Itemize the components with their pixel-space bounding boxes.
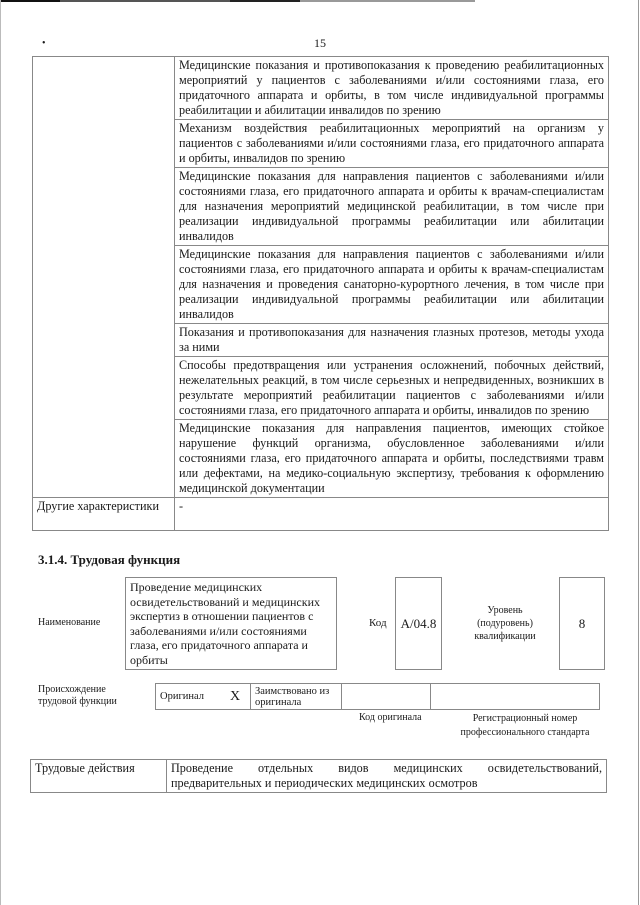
origin-label: Происхождение трудовой функции <box>38 684 117 707</box>
origin-borrowed-label: Заимствовано из оригинала <box>251 684 342 710</box>
origin-table <box>155 683 600 710</box>
other-characteristics-value: - <box>175 498 609 531</box>
table-cell: Медицинские показания для направления пациентов, имеющих стойкое нарушение функций организма, обусловленное заболеваниями и/или состояниями глаза, его придаточного аппарата и орбиты, последствиями травм или дефектами, на медико-социальную экспертизу, требования к оформлению медицинской документации <box>175 420 609 498</box>
scan-edge-left <box>0 0 1 905</box>
labor-actions-text: Проведение отдельных видов медицинских освидетельствований, предварительных и периодических медицинских осмотров <box>167 760 607 793</box>
table-cell: Медицинские показания для направления пациентов с заболеваниями и/или состояниями глаза, его придаточного аппарата и орбиты к врачам-специалистам для назначения и проведения санаторно-курортного лечения, в том числе при реализации индивидуальной программы реабилитации или абилитации инвалидов <box>175 246 609 324</box>
labor-actions-label: Трудовые действия <box>31 760 167 793</box>
code-label: Код <box>369 617 387 629</box>
other-characteristics-label: Другие характеристики <box>33 498 175 531</box>
table-cell: Медицинские показания для направления пациентов с заболеваниями и/или состояниями глаза, его придаточного аппарата и орбиты к врачам-специалистам для назначения мероприятий медицинской реабилитации, в том числе при реализации индивидуальной программы реабилитации или абилитации инвалидов <box>175 168 609 246</box>
origin-mark: X <box>220 684 251 710</box>
level-label: Уровень (подуровень) квалификации <box>474 605 536 642</box>
scan-edge-top <box>0 0 475 2</box>
table-cell: Медицинские показания и противопоказания к проведению реабилитационных мероприятий у пациентов с заболеваниями и/или состояниями глаза, его придаточного аппарата и орбиты, в том числе индивидуальной программы реабилитации и абилитации инвалидов по зрению <box>175 57 609 120</box>
labor-actions-table <box>30 759 607 793</box>
level-value-box: 8 <box>559 577 605 670</box>
table-row <box>33 57 609 120</box>
origin-code-cell <box>342 684 431 710</box>
table-cell: Способы предотвращения или устранения осложнений, побочных действий, нежелательных реакций, в том числе серьезных и непредвиденных, возникших в результате мероприятий реабилитации пациентов с заболеваниями и/или состояниями глаза, его придаточного аппарата и орбиты, инвалидов по зрению <box>175 357 609 420</box>
knowledge-table <box>32 56 609 531</box>
table-row <box>31 760 607 793</box>
name-label: Наименование <box>38 617 101 628</box>
code-value-box: A/04.8 <box>395 577 442 670</box>
origin-reg-caption: Регистрационный номер профессионального стандарта <box>460 713 590 738</box>
origin-code-caption: Код оригинала <box>359 712 422 723</box>
section-title: 3.1.4. Трудовая функция <box>38 552 181 567</box>
page-number: 15 <box>314 36 326 50</box>
scan-edge-right <box>638 0 639 905</box>
table-cell: Показания и противопоказания для назначения глазных протезов, методы ухода за ними <box>175 324 609 357</box>
table-row-other <box>33 498 609 531</box>
function-name-box: Проведение медицинских освидетельствований и медицинских экспертиз в отношении пациентов с заболеваниями и/или состояниями глаза, его придаточного аппарата и орбиты <box>125 577 337 670</box>
origin-row <box>156 684 600 710</box>
origin-reg-number-cell <box>431 684 600 710</box>
page-mark: • <box>42 38 46 49</box>
origin-original-label: Оригинал <box>156 684 221 710</box>
left-cell-empty <box>33 57 175 498</box>
table-cell: Механизм воздействия реабилитационных мероприятий на организм у пациентов с заболеваниями и/или состояниями глаза, его придаточного аппарата и орбиты, инвалидов по зрению <box>175 120 609 168</box>
